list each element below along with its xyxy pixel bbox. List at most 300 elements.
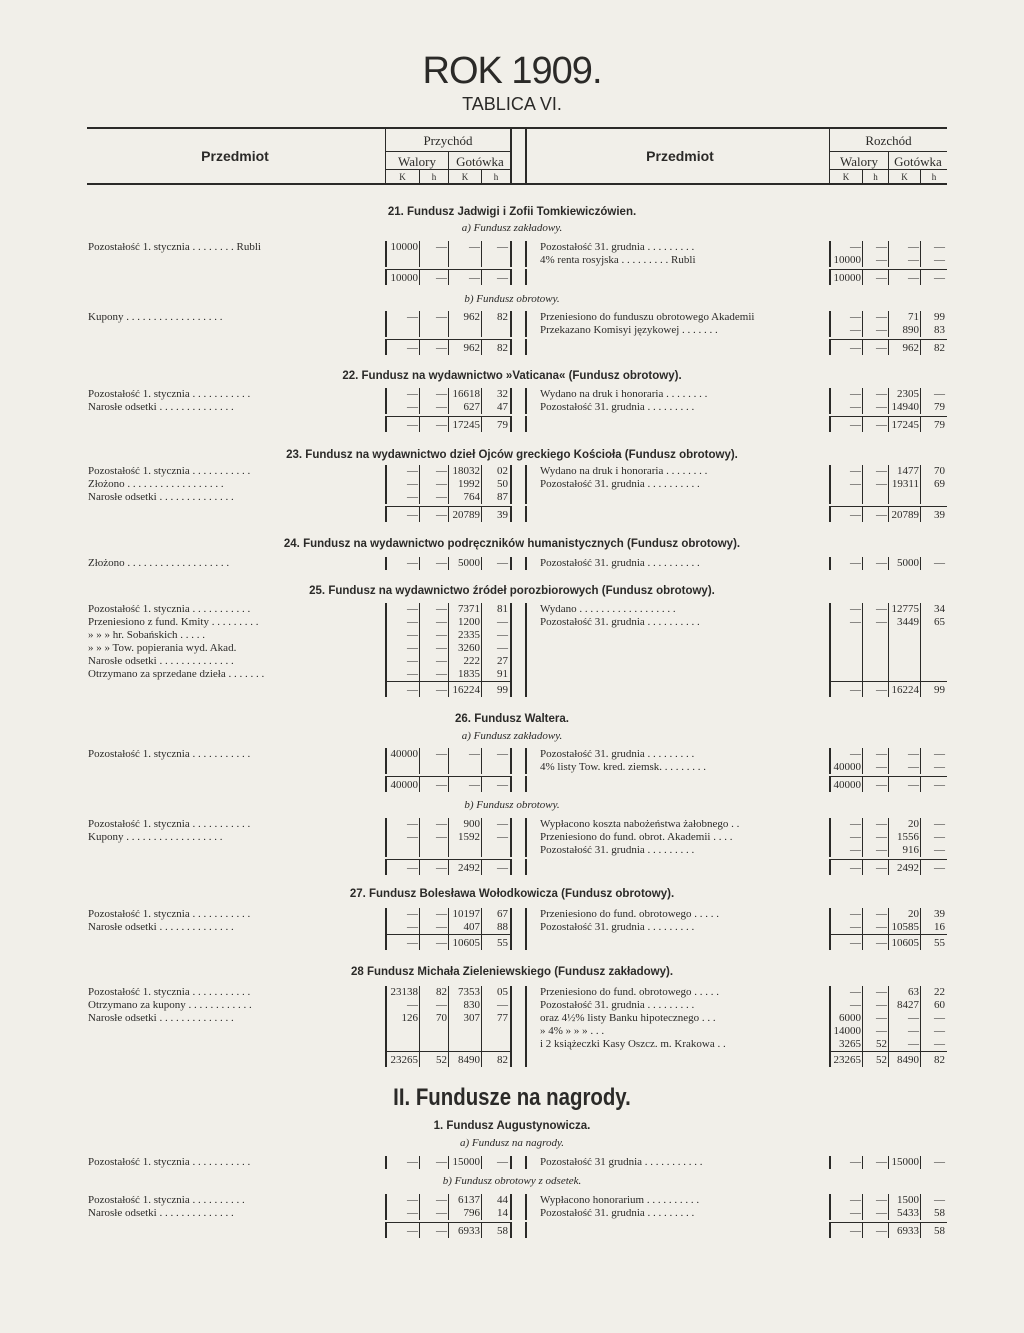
column-separator <box>510 1012 512 1025</box>
income-value: — <box>407 401 418 413</box>
expense-value: — <box>876 324 887 336</box>
expense-total: — <box>850 509 861 521</box>
expense-value: — <box>876 1207 887 1219</box>
income-value: — <box>436 1156 447 1168</box>
income-value: — <box>497 241 508 253</box>
income-item-label: Pozostałość 1. stycznia . . . . . . . . . . . <box>88 748 251 760</box>
expense-value: 14940 <box>891 401 919 413</box>
expense-value: — <box>876 908 887 920</box>
column-separator <box>448 999 449 1012</box>
expense-total: — <box>934 862 945 874</box>
income-value: — <box>497 629 508 641</box>
expense-value: — <box>876 241 887 253</box>
header-h: h <box>431 172 437 182</box>
header-gotowka-left: Gotówka <box>456 154 504 169</box>
column-separator <box>525 921 527 934</box>
column-separator <box>862 401 863 414</box>
column-separator <box>448 629 449 642</box>
column-separator <box>385 1207 387 1220</box>
expense-value: — <box>876 557 887 569</box>
column-separator <box>525 999 527 1012</box>
column-separator <box>510 629 512 642</box>
column-separator <box>920 616 921 629</box>
income-value: — <box>497 999 508 1011</box>
column-separator <box>448 465 449 478</box>
column-separator <box>829 818 831 831</box>
column-separator <box>862 603 863 616</box>
expense-value: 60 <box>934 999 945 1011</box>
column-separator <box>920 388 921 401</box>
column-separator <box>920 603 921 616</box>
expense-value: 5433 <box>897 1207 919 1219</box>
income-total: 58 <box>497 1225 508 1237</box>
income-value: — <box>497 831 508 843</box>
expense-value: — <box>850 241 861 253</box>
expense-value: — <box>850 1207 861 1219</box>
column-separator <box>385 1012 387 1025</box>
column-separator <box>920 1025 921 1038</box>
column-separator <box>419 776 420 792</box>
column-separator <box>385 324 387 337</box>
income-value: 3260 <box>458 642 480 654</box>
column-separator <box>888 478 889 491</box>
column-separator <box>920 844 921 857</box>
income-value: — <box>407 908 418 920</box>
column-separator <box>481 934 482 950</box>
column-separator <box>888 1051 889 1067</box>
income-total: — <box>436 684 447 696</box>
expense-total: — <box>876 272 887 284</box>
expense-total: 82 <box>934 1054 945 1066</box>
column-separator <box>920 934 921 950</box>
column-separator <box>862 681 863 697</box>
section-heading: 25. Fundusz na wydawnictwo źródeł porozbiorowych (Fundusz obrotowy). <box>309 585 715 597</box>
section-heading: 26. Fundusz Waltera. <box>455 713 569 725</box>
column-separator <box>385 934 387 950</box>
expense-item-label: oraz 4½% listy Banku hipotecznego . . . <box>540 1012 716 1024</box>
column-separator <box>829 311 831 324</box>
income-value: — <box>497 616 508 628</box>
column-separator <box>525 642 527 655</box>
column-separator <box>920 401 921 414</box>
expense-total: 2492 <box>897 862 919 874</box>
column-separator <box>385 844 387 857</box>
column-separator <box>481 603 482 616</box>
expense-total: 16224 <box>891 684 919 696</box>
column-separator <box>829 748 831 761</box>
income-item-label: » » » hr. Sobańskich . . . . . <box>88 629 206 641</box>
expense-value: — <box>934 1194 945 1206</box>
column-separator <box>525 1025 527 1038</box>
subsection-heading: a) Fundusz zakładowy. <box>461 222 563 234</box>
income-total: — <box>407 937 418 949</box>
column-separator <box>888 603 889 616</box>
income-value: — <box>407 1194 418 1206</box>
column-separator <box>385 616 387 629</box>
income-value: 50 <box>497 478 508 490</box>
column-separator <box>481 655 482 668</box>
expense-total: — <box>908 779 919 791</box>
column-separator <box>448 1194 449 1207</box>
income-value: — <box>436 921 447 933</box>
income-item-label: Narosłe odsetki . . . . . . . . . . . . . . <box>88 921 234 933</box>
income-value: 16618 <box>452 388 480 400</box>
expense-value: — <box>876 844 887 856</box>
expense-total: — <box>876 1225 887 1237</box>
expense-item-label: Przeniesiono do fund. obrot. Akademii . . . . <box>540 831 733 843</box>
column-separator <box>829 934 831 950</box>
column-separator <box>448 934 449 950</box>
expense-total: — <box>850 684 861 696</box>
expense-item-label: Pozostałość 31. grudnia . . . . . . . . . <box>540 1207 695 1219</box>
column-separator <box>448 681 449 697</box>
income-item-label: Kupony . . . . . . . . . . . . . . . . . . <box>88 311 223 323</box>
column-separator <box>525 844 527 857</box>
income-item-label: Złożono . . . . . . . . . . . . . . . . . . . <box>88 557 230 569</box>
column-separator <box>448 269 449 285</box>
column-separator <box>525 934 527 950</box>
column-separator <box>510 761 512 774</box>
column-separator <box>419 1222 420 1238</box>
column-separator <box>481 254 482 267</box>
income-value: 67 <box>497 908 508 920</box>
income-value: 900 <box>463 818 480 830</box>
column-separator <box>481 844 482 857</box>
income-value: 962 <box>463 311 480 323</box>
column-separator <box>385 655 387 668</box>
expense-value: 20 <box>908 908 919 920</box>
expense-value: 14000 <box>833 1025 861 1037</box>
column-separator <box>510 339 512 355</box>
expense-value: — <box>850 401 861 413</box>
column-separator <box>829 241 831 254</box>
expense-total: — <box>850 342 861 354</box>
header-h: h <box>493 172 499 182</box>
column-separator <box>862 254 863 267</box>
expense-total: 52 <box>876 1054 887 1066</box>
column-separator <box>448 831 449 844</box>
column-separator <box>525 1038 527 1051</box>
column-separator <box>829 986 831 999</box>
income-value: — <box>497 748 508 760</box>
expense-value: — <box>908 1038 919 1050</box>
column-separator <box>419 616 420 629</box>
column-separator <box>419 241 420 254</box>
column-separator <box>920 761 921 774</box>
income-item-label: » » » Tow. popierania wyd. Akad. <box>88 642 237 654</box>
income-value: — <box>436 668 447 680</box>
column-separator <box>525 629 527 642</box>
column-separator <box>481 491 482 504</box>
expense-total: 55 <box>934 937 945 949</box>
column-separator <box>829 921 831 934</box>
income-total: — <box>436 342 447 354</box>
expense-value: 12775 <box>891 603 919 615</box>
column-separator <box>481 921 482 934</box>
column-separator <box>888 776 889 792</box>
column-separator <box>419 491 420 504</box>
column-separator <box>419 908 420 921</box>
column-separator <box>862 1025 863 1038</box>
column-separator <box>829 776 831 792</box>
column-separator <box>419 859 420 875</box>
table-title: TABLICA VI. <box>462 94 562 114</box>
expense-value: — <box>850 986 861 998</box>
column-separator <box>829 401 831 414</box>
column-separator <box>510 655 512 668</box>
expense-value: — <box>908 1025 919 1037</box>
column-separator <box>920 1012 921 1025</box>
income-value: 796 <box>463 1207 480 1219</box>
section-heading: 23. Fundusz na wydawnictwo dzieł Ojców greckiego Kościoła (Fundusz obrotowy). <box>286 449 738 461</box>
column-separator <box>510 999 512 1012</box>
column-separator <box>385 1156 387 1169</box>
income-value: — <box>469 748 480 760</box>
column-separator <box>888 416 889 432</box>
section-heading: 1. Fundusz Augustynowicza. <box>433 1120 591 1132</box>
column-separator <box>481 999 482 1012</box>
column-separator <box>888 748 889 761</box>
column-separator <box>829 339 831 355</box>
column-separator <box>829 478 831 491</box>
expense-total: 23265 <box>833 1054 861 1066</box>
income-value: 10197 <box>452 908 480 920</box>
column-separator <box>481 859 482 875</box>
income-value: 18032 <box>452 465 480 477</box>
column-separator <box>448 254 449 267</box>
income-value: 126 <box>401 1012 418 1024</box>
column-separator <box>525 818 527 831</box>
income-value: — <box>497 642 508 654</box>
expense-value: 10000 <box>833 254 861 266</box>
column-separator <box>419 269 420 285</box>
expense-item-label: Wydano na druk i honoraria . . . . . . . . <box>540 465 708 477</box>
column-separator <box>829 491 831 504</box>
income-item-label: Pozostałość 1. stycznia . . . . . . . . . . . <box>88 818 251 830</box>
income-value: — <box>436 491 447 503</box>
column-separator <box>419 761 420 774</box>
income-item-label: Pozostałość 1. stycznia . . . . . . . . . . . <box>88 908 251 920</box>
column-separator <box>481 1012 482 1025</box>
column-separator <box>862 668 863 681</box>
column-separator <box>920 324 921 337</box>
column-separator <box>920 506 921 522</box>
income-value: — <box>469 241 480 253</box>
column-separator <box>829 1222 831 1238</box>
column-separator <box>510 506 512 522</box>
income-item-label: Kupony . . . . . . . . . . . . . . . . . . <box>88 831 223 843</box>
column-separator <box>481 776 482 792</box>
column-separator <box>862 339 863 355</box>
column-separator <box>448 844 449 857</box>
column-separator <box>481 339 482 355</box>
column-separator <box>385 681 387 697</box>
column-separator <box>419 388 420 401</box>
income-value: 627 <box>463 401 480 413</box>
column-separator <box>510 818 512 831</box>
income-value: 40000 <box>390 748 418 760</box>
column-separator <box>419 921 420 934</box>
column-separator <box>888 269 889 285</box>
expense-value: — <box>876 388 887 400</box>
column-separator <box>448 1025 449 1038</box>
column-separator <box>525 616 527 629</box>
expense-value: — <box>934 748 945 760</box>
column-separator <box>510 831 512 844</box>
income-item-label: Pozostałość 1. stycznia . . . . . . . . . . <box>88 1194 245 1206</box>
expense-value: 1500 <box>897 1194 919 1206</box>
income-item-label: Pozostałość 1. stycznia . . . . . . . . . . . <box>88 1156 251 1168</box>
column-separator <box>481 401 482 414</box>
income-value: — <box>407 557 418 569</box>
column-separator <box>510 934 512 950</box>
column-separator <box>385 908 387 921</box>
column-separator <box>888 844 889 857</box>
column-separator <box>481 1156 482 1169</box>
column-separator <box>920 668 921 681</box>
expense-value: — <box>934 241 945 253</box>
expense-value: 1477 <box>897 465 919 477</box>
column-separator <box>888 241 889 254</box>
column-separator <box>862 1051 863 1067</box>
expense-total: — <box>850 937 861 949</box>
column-separator <box>481 465 482 478</box>
column-separator <box>385 1051 387 1067</box>
column-separator <box>385 1038 387 1051</box>
column-separator <box>481 1025 482 1038</box>
column-separator <box>419 748 420 761</box>
column-separator <box>448 416 449 432</box>
income-item-label: Pozostałość 1. stycznia . . . . . . . . Rubli <box>88 241 261 253</box>
subsection-heading: a) Fundusz zakładowy. <box>461 730 563 742</box>
income-value: — <box>436 908 447 920</box>
column-separator <box>510 311 512 324</box>
income-total: — <box>407 419 418 431</box>
column-separator <box>419 655 420 668</box>
expense-total: — <box>876 937 887 949</box>
income-value: 87 <box>497 491 508 503</box>
expense-value: — <box>876 761 887 773</box>
expense-total: — <box>876 509 887 521</box>
income-item-label: Pozostałość 1. stycznia . . . . . . . . . . . <box>88 465 251 477</box>
expense-value: 58 <box>934 1207 945 1219</box>
column-separator <box>525 269 527 285</box>
expense-item-label: Pozostałość 31. grudnia . . . . . . . . . . <box>540 616 700 628</box>
expense-total: 82 <box>934 342 945 354</box>
section-2-title: II. Fundusze na nagrody. <box>393 1084 631 1111</box>
income-value: — <box>436 478 447 490</box>
column-separator <box>888 921 889 934</box>
column-separator <box>385 416 387 432</box>
column-separator <box>385 388 387 401</box>
expense-value: — <box>850 748 861 760</box>
expense-total: 10000 <box>833 272 861 284</box>
column-separator <box>481 324 482 337</box>
expense-value: 6000 <box>839 1012 861 1024</box>
income-value: — <box>436 642 447 654</box>
income-total: — <box>497 272 508 284</box>
column-separator <box>419 603 420 616</box>
column-separator <box>481 748 482 761</box>
expense-value: — <box>850 557 861 569</box>
expense-value: — <box>934 1012 945 1024</box>
column-separator <box>448 921 449 934</box>
column-separator <box>862 1038 863 1051</box>
column-separator <box>829 1051 831 1067</box>
column-separator <box>829 629 831 642</box>
column-separator <box>481 388 482 401</box>
header-predmiot-right: Przedmiot <box>646 148 714 164</box>
expense-value: — <box>850 1194 861 1206</box>
expense-value: — <box>934 1025 945 1037</box>
income-total: 79 <box>497 419 508 431</box>
column-separator <box>448 655 449 668</box>
column-separator <box>829 642 831 655</box>
column-separator <box>829 506 831 522</box>
column-separator <box>419 999 420 1012</box>
column-separator <box>385 269 387 285</box>
income-total: — <box>469 779 480 791</box>
column-separator <box>525 557 527 570</box>
column-separator <box>385 478 387 491</box>
column-separator <box>481 986 482 999</box>
expense-value: — <box>850 465 861 477</box>
expense-value: — <box>934 388 945 400</box>
column-separator <box>862 416 863 432</box>
column-separator <box>448 1207 449 1220</box>
column-separator <box>920 241 921 254</box>
expense-value: — <box>876 921 887 933</box>
column-separator <box>448 908 449 921</box>
expense-item-label: 4% listy Tow. kred. ziemsk. . . . . . . . . <box>540 761 707 773</box>
column-separator <box>829 465 831 478</box>
expense-total: — <box>850 419 861 431</box>
column-separator <box>481 761 482 774</box>
income-value: — <box>436 388 447 400</box>
column-separator <box>385 311 387 324</box>
column-separator <box>448 761 449 774</box>
column-separator <box>481 557 482 570</box>
column-separator <box>829 254 831 267</box>
expense-value: — <box>908 748 919 760</box>
expense-value: 16 <box>934 921 945 933</box>
column-separator <box>510 491 512 504</box>
column-separator <box>525 1207 527 1220</box>
income-value: — <box>407 311 418 323</box>
column-separator <box>525 478 527 491</box>
column-separator <box>862 1012 863 1025</box>
column-separator <box>448 491 449 504</box>
column-separator <box>525 776 527 792</box>
section-heading: 28 Fundusz Michała Zieleniewskiego (Fundusz zakładowy). <box>350 966 674 978</box>
column-separator <box>448 603 449 616</box>
income-value: 77 <box>497 1012 508 1024</box>
expense-total: — <box>876 862 887 874</box>
income-value: — <box>497 818 508 830</box>
column-separator <box>829 603 831 616</box>
expense-value: — <box>934 818 945 830</box>
column-separator <box>525 388 527 401</box>
income-item-label: Narosłe odsetki . . . . . . . . . . . . . . <box>88 1207 234 1219</box>
income-item-label: Narosłe odsetki . . . . . . . . . . . . . . <box>88 401 234 413</box>
expense-item-label: Pozostałość 31. grudnia . . . . . . . . . <box>540 748 695 760</box>
column-separator <box>862 921 863 934</box>
column-separator <box>510 668 512 681</box>
column-separator <box>385 603 387 616</box>
column-separator <box>481 478 482 491</box>
column-separator <box>920 859 921 875</box>
column-separator <box>525 761 527 774</box>
